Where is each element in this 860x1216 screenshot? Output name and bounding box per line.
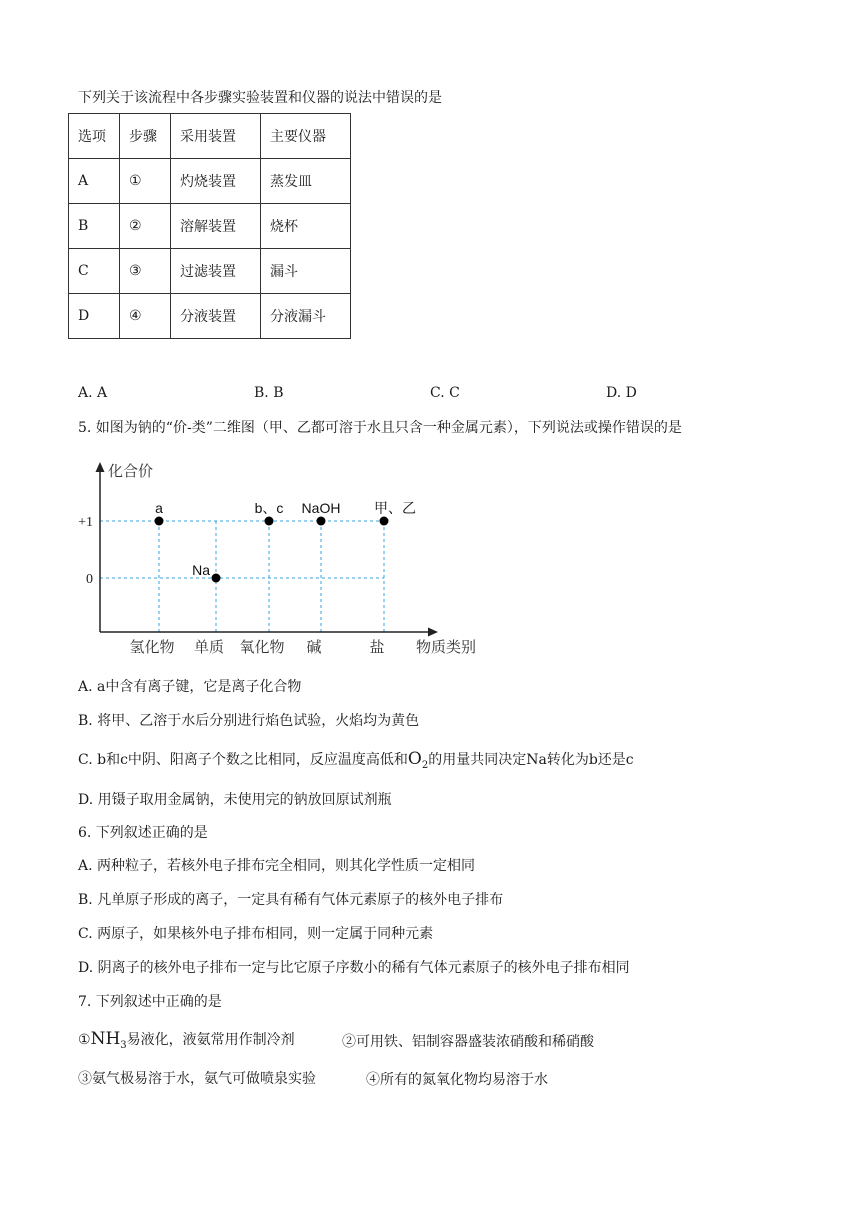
y-tick-label: +1 (78, 515, 93, 530)
q7-stem: 7. 下列叙述中正确的是 (78, 994, 222, 1010)
q7-statement-3: ③氨气极易溶于水，氨气可做喷泉实验 (78, 1071, 316, 1087)
q5-option-c-text-end: 的用量共同决定Na转化为b还是c (428, 752, 634, 768)
table-header: 选项 (69, 114, 120, 159)
x-axis-arrow (428, 628, 438, 637)
data-point-label: b、c (254, 500, 284, 516)
x-category-label: 碱 (306, 639, 322, 656)
q5-option-c (78, 749, 634, 776)
nh3-formula: NH (90, 1029, 121, 1049)
q6-option-a: A. 两种粒子，若核外电子排布完全相同，则其化学性质一定相同 (78, 858, 476, 874)
table-cell: 过滤装置 (171, 249, 261, 294)
table-cell: C (69, 249, 120, 294)
table-row (69, 159, 351, 204)
table-cell: 分液装置 (171, 294, 261, 339)
x-category-label: 单质 (193, 639, 225, 656)
q7-s1-mark: ① (78, 1032, 91, 1048)
y-tick-label: 0 (86, 572, 93, 587)
o2-formula: O (407, 749, 422, 769)
q5-stem: 5. 如图为钠的“价-类”二维图（甲、乙都可溶于水且只含一种金属元素），下列说法或操作错误的是 (78, 420, 682, 436)
table-cell: 灼烧装置 (171, 159, 261, 204)
valence-class-chart (0, 450, 520, 665)
q5-option-d: D. 用镊子取用金属钠，未使用完的钠放回原试剂瓶 (78, 792, 392, 808)
x-axis-label: 物质类别 (416, 639, 477, 656)
table-cell: ④ (120, 294, 171, 339)
y-axis-arrow (96, 462, 105, 472)
table-cell: ① (120, 159, 171, 204)
q7-s1-text: 易液化，液氨常用作制冷剂 (126, 1032, 295, 1048)
table-row (69, 249, 351, 294)
q7-statement-4: ④所有的氮氧化物均易溶于水 (366, 1072, 548, 1088)
q7-statement-2: ②可用铁、铝制容器盛装浓硝酸和稀硝酸 (342, 1034, 594, 1050)
q4-option-c: C. C (430, 385, 460, 401)
table-cell: 溶解装置 (171, 204, 261, 249)
data-point-label: 甲、乙 (374, 500, 416, 516)
table-header: 步骤 (120, 114, 171, 159)
data-point (380, 517, 389, 526)
table-header: 采用装置 (171, 114, 261, 159)
data-point-label: NaOH (301, 500, 341, 516)
q6-option-d: D. 阴离子的核外电子排布一定与比它原子序数小的稀有气体元素原子的核外电子排布相同 (78, 960, 630, 976)
table-cell: B (69, 204, 120, 249)
nh3-subscript: 3 (120, 1039, 127, 1051)
data-point (212, 574, 221, 583)
table-cell: A (69, 159, 120, 204)
data-point-label: Na (192, 562, 210, 578)
q5-option-c-text: C. b和c中阴、阳离子个数之比相同，反应温度高低和 (78, 752, 408, 768)
q4-option-d: D. D (606, 385, 637, 401)
q4-option-b: B. B (254, 385, 284, 401)
data-point-label: a (155, 500, 163, 516)
q6-option-c: C. 两原子，如果核外电子排布相同，则一定属于同种元素 (78, 926, 434, 942)
table-cell: 烧杯 (261, 204, 351, 249)
q4-option-a: A. A (78, 385, 108, 401)
y-axis-label: 化合价 (108, 463, 154, 480)
q6-stem: 6. 下列叙述正确的是 (78, 825, 208, 841)
data-point (265, 517, 274, 526)
data-point (155, 517, 164, 526)
table-cell: 漏斗 (261, 249, 351, 294)
table-cell: D (69, 294, 120, 339)
table-header-row (69, 114, 351, 159)
x-category-label: 盐 (369, 639, 385, 656)
q7-statement-1 (78, 1029, 295, 1056)
options-table (68, 113, 351, 339)
table-row (69, 204, 351, 249)
table-cell: 蒸发皿 (261, 159, 351, 204)
table-cell: ③ (120, 249, 171, 294)
table-row (69, 294, 351, 339)
data-point (317, 517, 326, 526)
q6-option-b: B. 凡单原子形成的离子，一定具有稀有气体元素原子的核外电子排布 (78, 892, 504, 908)
q5-option-a: A. a中含有离子键，它是离子化合物 (78, 679, 302, 695)
x-category-label: 氧化物 (239, 639, 285, 656)
table-header: 主要仪器 (261, 114, 351, 159)
table-cell: ② (120, 204, 171, 249)
q5-option-b: B. 将甲、乙溶于水后分别进行焰色试验，火焰均为黄色 (78, 713, 420, 729)
intro-text: 下列关于该流程中各步骤实验装置和仪器的说法中错误的是 (78, 90, 442, 106)
table-cell: 分液漏斗 (261, 294, 351, 339)
o2-subscript: 2 (421, 759, 429, 771)
x-category-label: 氢化物 (129, 639, 175, 656)
